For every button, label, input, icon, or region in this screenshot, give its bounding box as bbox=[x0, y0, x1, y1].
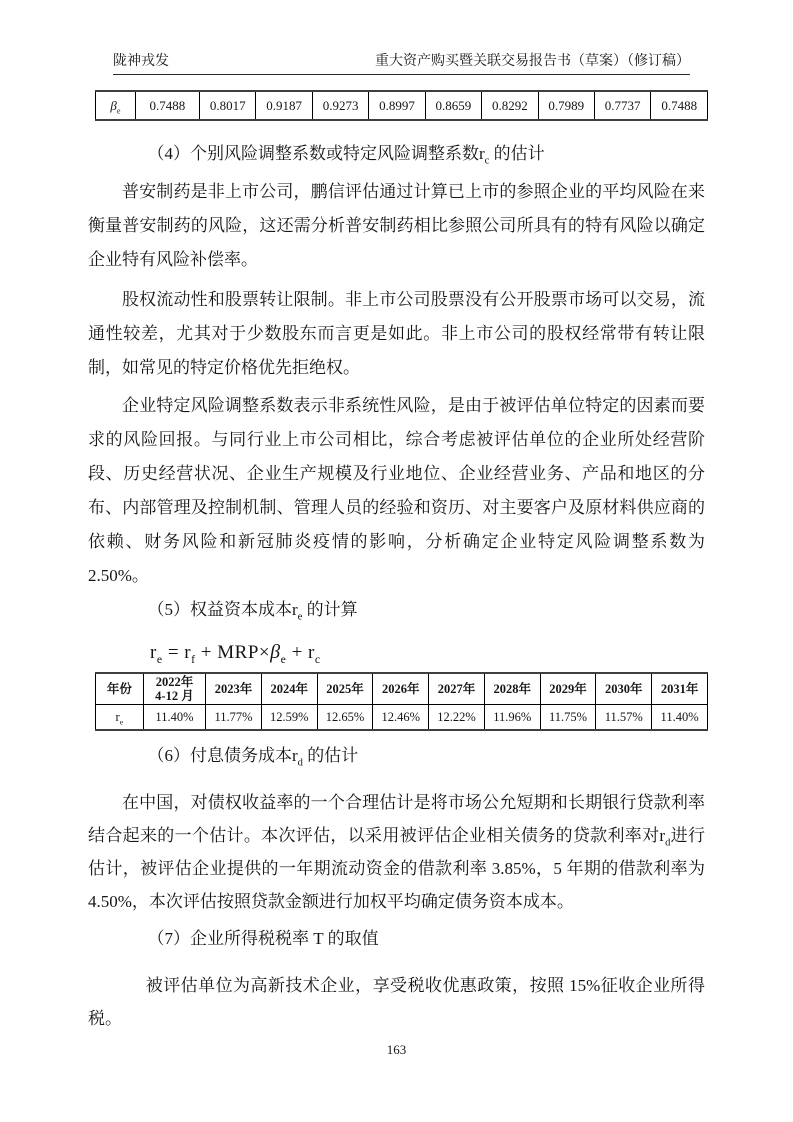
beta-value: 0.8659 bbox=[425, 91, 481, 120]
re-value: 12.46% bbox=[373, 705, 429, 731]
table-header-row bbox=[96, 673, 708, 705]
page-number: 163 bbox=[386, 1042, 407, 1057]
year-header: 2026年 bbox=[373, 673, 429, 705]
re-value: 11.77% bbox=[206, 705, 262, 731]
beta-value: 0.9187 bbox=[256, 91, 312, 120]
beta-value: 0.7737 bbox=[594, 91, 650, 120]
beta-value: 0.8997 bbox=[369, 91, 425, 120]
re-value: 11.57% bbox=[596, 705, 652, 731]
beta-value: 0.8292 bbox=[482, 91, 538, 120]
beta-coefficient-table bbox=[95, 90, 708, 121]
beta-value: 0.9273 bbox=[312, 91, 368, 120]
year-column-header: 年份 bbox=[96, 673, 144, 705]
paragraph-risk-adjustment-factors: 企业特定风险调整系数表示非系统性风险，是由于被评估单位特定的因素而要求的风险回报。与同行业上市公司相比，综合考虑被评估单位的企业所处经营阶段、历史经营状况、企业生产规模及行业地位、企业经营业务、产品和地区的分布、内部管理及控制机制、管理人员的经验和资历、对主要客户及原材料供应商的依赖、财务风险和新冠肺炎疫情的影响，分析确定企业特定风险调整系数为 2.50%。 bbox=[88, 396, 705, 585]
header-report-title: 重大资产购买暨关联交易报告书（草案）（修订稿） bbox=[375, 54, 690, 69]
page-header bbox=[113, 53, 690, 75]
table-value-row bbox=[96, 705, 708, 731]
table-row bbox=[96, 91, 708, 120]
paragraph-income-tax: 被评估单位为高新技术企业，享受税收优惠政策，按照 15%征收企业所得税。 bbox=[88, 976, 705, 1028]
beta-row-label: $\beta_e$ bbox=[96, 91, 136, 120]
cost-of-equity-table bbox=[95, 672, 708, 731]
re-value: 11.40% bbox=[143, 705, 205, 731]
heading-section-5: （5）权益资本成本$r_e$ 的计算 bbox=[147, 600, 358, 623]
year-header: 2023年 bbox=[206, 673, 262, 705]
re-value: 11.40% bbox=[652, 705, 708, 731]
heading-section-6: （6）付息债务成本$r_d$ 的估计 bbox=[147, 746, 359, 769]
year-header: 2022年 4-12 月 bbox=[143, 673, 205, 705]
year-header: 2027年 bbox=[429, 673, 485, 705]
paragraph-specific-risk-intro: 普安制药是非上市公司，鹏信评估通过计算已上市的参照企业的平均风险在来衡量普安制药的风险，这还需分析普安制药相比参照公司所具有的特有风险以确定企业特有风险补偿率。 bbox=[88, 182, 705, 269]
beta-value: 0.7989 bbox=[538, 91, 594, 120]
re-value: 11.75% bbox=[540, 705, 596, 731]
year-header: 2029年 bbox=[540, 673, 596, 705]
paragraph-debt-cost: 在中国，对债权收益率的一个合理估计是将市场公允短期和长期银行贷款利率结合起来的一个估计。本次评估，以采用被评估企业相关债务的贷款利率对$r_d$进行估计，被评估企业提供的一年期流动资金的借款利率 3.85%，5 年期的借款利率为 4.50%，本次评估按照贷款金额进行加权平均确定债务资本成本。 bbox=[88, 793, 705, 911]
header-company-name: 陇神戎发 bbox=[113, 54, 169, 69]
re-value: 12.22% bbox=[429, 705, 485, 731]
year-header: 2024年 bbox=[261, 673, 317, 705]
beta-value: 0.8017 bbox=[200, 91, 256, 120]
paragraph-liquidity-restriction: 股权流动性和股票转让限制。非上市公司股票没有公开股票市场可以交易，流通性较差，尤其对于少数股东而言更是如此。非上市公司的股权经常带有转让限制，如常见的特定价格优先拒绝权。 bbox=[88, 290, 705, 377]
year-header: 2030年 bbox=[596, 673, 652, 705]
year-header: 2028年 bbox=[484, 673, 540, 705]
re-row-label: $r_e$ bbox=[96, 705, 144, 731]
heading-section-7: （7）企业所得税税率 T 的取值 bbox=[147, 929, 379, 948]
heading-section-4: （4）个别风险调整系数或特定风险调整系数$r_c$ 的估计 bbox=[147, 144, 545, 167]
year-header: 2031年 bbox=[652, 673, 708, 705]
year-header: 2025年 bbox=[317, 673, 373, 705]
beta-value: 0.7488 bbox=[651, 91, 708, 120]
cost-of-equity-formula: $r_e = r_f + MRP\times\beta_e + r_c$ bbox=[150, 641, 321, 666]
re-value: 12.65% bbox=[317, 705, 373, 731]
re-value: 11.96% bbox=[484, 705, 540, 731]
beta-value: 0.7488 bbox=[135, 91, 199, 120]
re-value: 12.59% bbox=[261, 705, 317, 731]
